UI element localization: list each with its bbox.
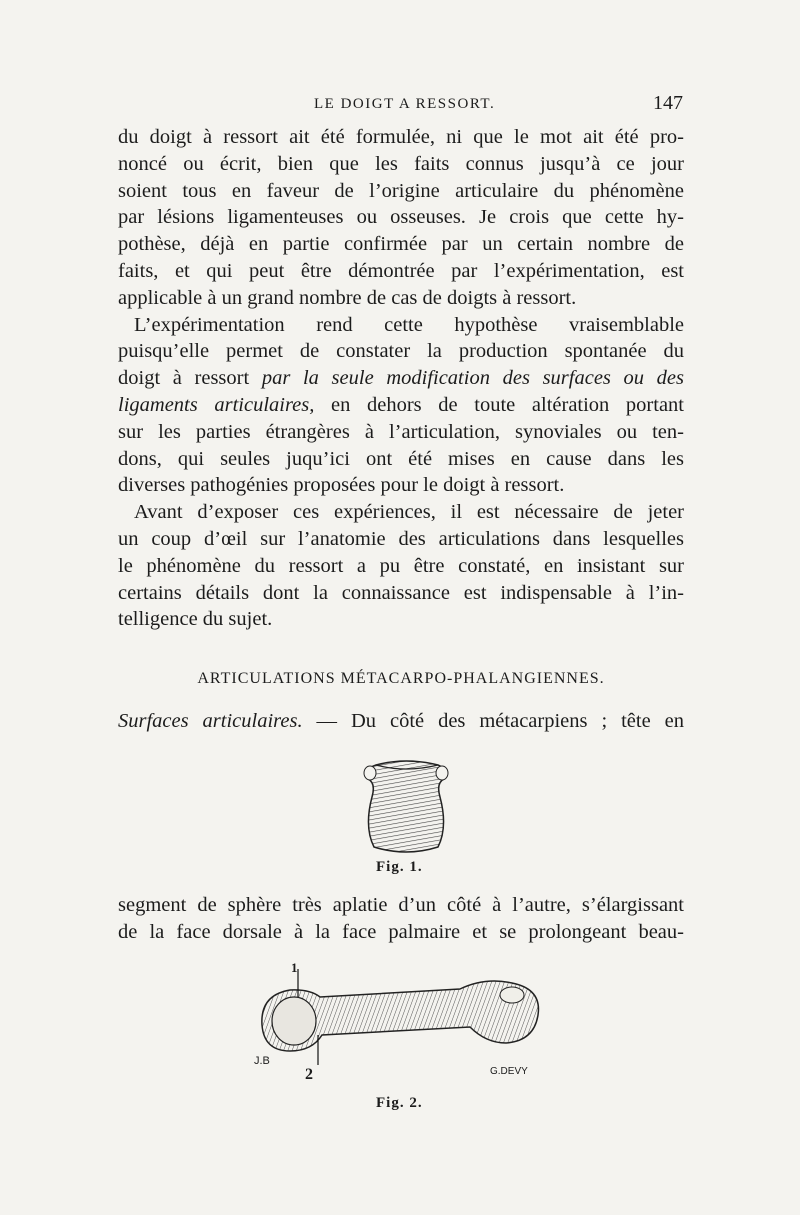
text-line: pothèse, déjà en partie confirmée par un certain nombre de [118, 233, 684, 256]
text-line: de la face dorsale à la face palmaire et se prolongeant beau- [118, 920, 684, 943]
figure-2-label-2: 2 [305, 1066, 313, 1083]
text-line: L’expérimentation rend cette hypothèse vraisemblable [134, 313, 684, 336]
subsection-line [118, 708, 684, 734]
text-italic: par la seule modification des surfaces ou des [261, 367, 685, 390]
text-line-mixed [118, 365, 684, 392]
running-title: LE DOIGT A RESSORT. [314, 96, 496, 112]
body-text [118, 124, 684, 633]
figure-1-caption: Fig. 1. [376, 859, 423, 875]
figure-2-caption: Fig. 2. [376, 1095, 423, 1111]
text-line: telligence du sujet. [118, 608, 273, 631]
text-line: puisqu’elle permet de constater la production spontanée du [118, 340, 684, 363]
text-line: du doigt à ressort ait été formulée, ni que le mot ait été pro- [118, 126, 684, 148]
section-heading: ARTICULATIONS MÉTACARPO-PHALANGIENNES. [197, 670, 605, 687]
text-roman: doigt à ressort [118, 367, 250, 390]
text-line: noncé ou écrit, bien que les faits connus jusqu’à ce jour [118, 152, 684, 175]
figure-2-label-initials: J.B [254, 1055, 270, 1067]
text-line: un coup d’œil sur l’anatomie des articulations dans lesquelles [118, 527, 684, 550]
text-line: le phénomène du ressort a pu être constaté, en insistant sur [118, 554, 684, 577]
text-italic: ligaments articulaires, [118, 393, 315, 416]
figure-2-engraver-signature: G.DEVY [490, 1066, 528, 1077]
text-line: soient tous en faveur de l’origine articulaire du phénomène [118, 179, 684, 202]
text-roman: en dehors de toute altération portant [331, 393, 685, 416]
page-number: 147 [653, 92, 683, 114]
subsection-title: Surfaces articulaires. [118, 710, 303, 732]
text-line: Avant d’exposer ces expériences, il est nécessaire de jeter [134, 501, 684, 524]
text-line: diverses pathogénies proposées pour le doigt à ressort. [118, 474, 565, 497]
text-line: certains détails dont la connaissance est indispensable à l’in- [118, 581, 684, 604]
text-line: par lésions ligamenteuses ou osseuses. Je crois que cette hy- [118, 206, 684, 229]
text-line: dons, qui seules juqu’ici ont été mises en cause dans les [118, 447, 684, 470]
text-line: faits, et qui peut être démontrée par l’expérimentation, est [118, 259, 684, 282]
figure-1-bone-head [356, 757, 456, 857]
text-line: segment de sphère très aplatie d’un côté à l’autre, s’élargissant [118, 894, 684, 916]
text-line: sur les parties étrangères à l’articulation, synoviales ou ten- [118, 420, 684, 443]
subsection-text: — Du côté des métacarpiens ; tête en [302, 710, 684, 732]
figure-2-label-1: 1 [291, 960, 298, 975]
text-line: applicable à un grand nombre de cas de doigts à ressort. [118, 286, 577, 309]
continuation-text [118, 892, 684, 946]
text-line-mixed [118, 392, 684, 419]
page-header [118, 92, 683, 118]
